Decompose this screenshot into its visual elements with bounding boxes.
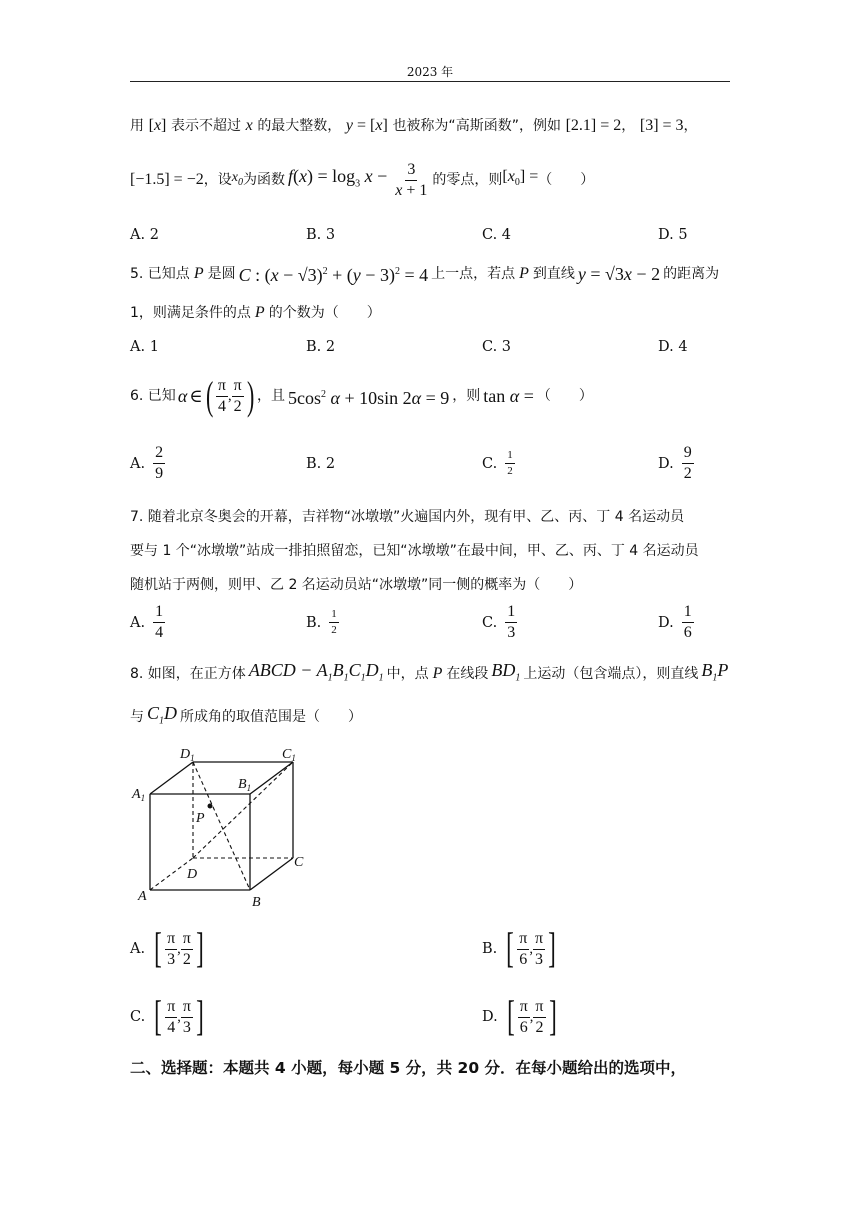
q7-option-c: C. $\frac{1}{3}$ xyxy=(482,603,516,641)
label-a: A xyxy=(138,889,147,904)
q7-option-b: B. $\frac{1}{2}$ xyxy=(306,608,337,636)
q6-option-d: D. $\frac{9}{2}$ xyxy=(658,444,692,482)
q8-option-c: C. [ $\frac{\pi}{4}$ , $\frac{\pi}{3}$ ] xyxy=(130,994,204,1040)
q7-line-1: 7. 随着北京冬奥会的开幕，吉祥物“冰墩墩”火遍国内外，现有甲、乙、丙、丁 4 名运动员 xyxy=(130,509,685,525)
q7-option-a: A. $\frac{1}{4}$ xyxy=(130,603,164,641)
label-d: D xyxy=(187,867,198,882)
section-2-heading: 二、选择题：本题共 4 小题，每小题 5 分，共 20 分．在每小题给出的选项中， xyxy=(130,1059,687,1077)
label-a1: $A_1$ xyxy=(132,787,146,803)
q7-line-3: 随机站于两侧，则甲、乙 2 名运动员站“冰墩墩”同一侧的概率为（ ） xyxy=(130,577,583,593)
q4-line-2: [−1.5] = −2 ，设 $x_0$ 为函数 $f(x) = \log_3 x$ − $\frac{3}{x + 1}$ 的零点，则 $[x_0]$ = （ ） xyxy=(130,160,595,199)
q8-option-a: A. [ $\frac{\pi}{3}$ , $\frac{\pi}{2}$ ] xyxy=(130,926,204,972)
q8-line-2: 与 $C_1D$ 所成角的取值范围是（ ） xyxy=(130,703,363,727)
q6-option-b: B. 2 xyxy=(306,456,336,472)
q7-option-d: D. $\frac{1}{6}$ xyxy=(658,603,692,641)
q6-option-c: C. $\frac{1}{2}$ xyxy=(482,449,513,477)
q4-line-1: 用 [x] 表示不超过 x 的最大整数， y = [x] 也被称为“高斯函数”，例如 [2.1] = 2， [3] = 3， xyxy=(130,117,698,134)
label-b: B xyxy=(252,895,261,910)
q8-option-b: B. [ $\frac{\pi}{6}$ , $\frac{\pi}{3}$ ] xyxy=(482,926,556,972)
q4-option-a: A. 2 xyxy=(130,227,159,243)
q5-option-c: C. 3 xyxy=(482,339,512,355)
q8-line-1: 8. 如图，在正方体 ABCD − $A_1B_1C_1D_1$ 中，点 P 在线段 $BD_1$ 上运动（包含端点），则直线 $B_1P$ xyxy=(130,660,729,684)
q5-option-b: B. 2 xyxy=(306,339,336,355)
q5-line-1: 5. 已知点 P 是圆 C : $(x - √3)^2 + (y - 3)^2 = 4$ 上一点，若点 P 到直线 y = √3x − 2 的距离为 xyxy=(130,263,720,285)
example-2: [3] = 3 xyxy=(639,117,684,134)
q4-option-b: B. 3 xyxy=(306,227,336,243)
label-d1: $D_1$ xyxy=(180,747,195,763)
example-3: [−1.5] = −2 xyxy=(130,171,204,188)
page-header-year: 2023 年 xyxy=(406,65,454,79)
example-1: [2.1] = 2 xyxy=(565,117,622,134)
label-c: C xyxy=(294,855,304,870)
header-divider xyxy=(130,81,730,82)
q6-option-a: A. $\frac{2}{9}$ xyxy=(130,444,164,482)
q7-line-2: 要与 1 个“冰墩墩”站成一排拍照留恋，已知“冰墩墩”在最中间，甲、乙、丙、丁 4 名运动员 xyxy=(130,543,699,559)
q8-option-d: D. [ $\frac{\pi}{6}$ , $\frac{\pi}{2}$ ] xyxy=(482,994,557,1040)
q5-line-2: 1，则满足条件的点 P 的个数为（ ） xyxy=(130,304,381,321)
q4-option-d: D. 5 xyxy=(658,227,688,243)
label-b1: $B_1$ xyxy=(238,777,252,793)
point-p xyxy=(208,804,213,809)
label-c1: $C_1$ xyxy=(282,747,296,763)
cube-figure xyxy=(128,740,318,910)
label-p: P xyxy=(196,811,205,826)
q5-option-d: D. 4 xyxy=(658,339,688,355)
q4-option-c: C. 4 xyxy=(482,227,512,243)
q6-line-1: 6. 已知 α ∈ ( $\frac{\pi}{4}$ , $\frac{\pi}{2}$ ) ，且 $5\cos^2$ α + 10sin 2α = 9 ，则 tan α = （ ） xyxy=(130,373,593,418)
q5-option-a: A. 1 xyxy=(130,339,159,355)
